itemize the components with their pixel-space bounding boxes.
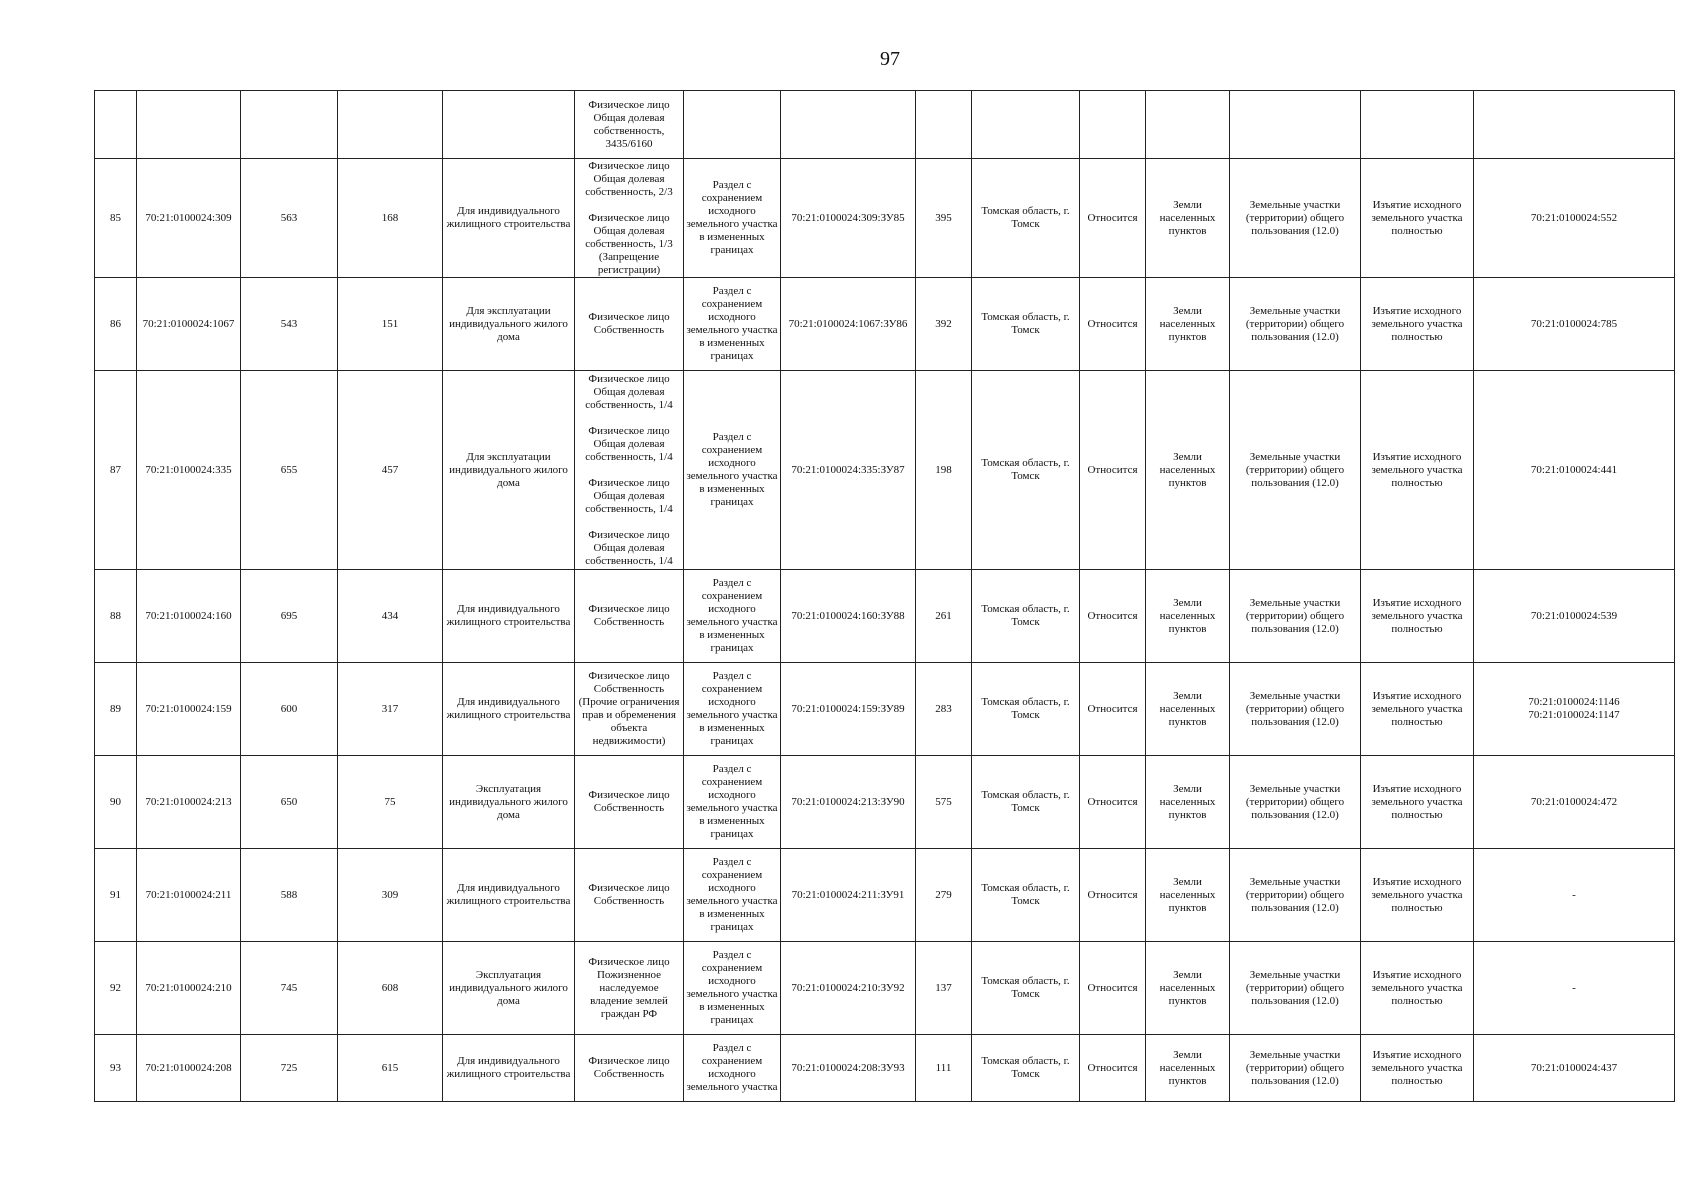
cell-cadastral: 70:21:0100024:159 — [137, 663, 241, 756]
page-number: 97 — [880, 48, 900, 70]
cell-category: Земли населенных пунктов — [1146, 159, 1230, 278]
cell-objects: - — [1474, 849, 1675, 942]
parcel-table — [94, 90, 1675, 1102]
cell-new-area: 137 — [916, 942, 972, 1035]
cell-right-holder: Физическое лицо Общая долевая собственность, 3435/6160 — [575, 91, 684, 159]
cell-method: Раздел с сохранением исходного земельного участка в измененных границах — [684, 278, 781, 371]
cell-method: Раздел с сохранением исходного земельного участка в измененных границах — [684, 663, 781, 756]
cell-right-holder: Физическое лицо Собственность — [575, 756, 684, 849]
cell-relation: Относится — [1080, 663, 1146, 756]
cell-num: 93 — [95, 1035, 137, 1102]
cell-category: Земли населенных пунктов — [1146, 756, 1230, 849]
cell-objects: 70:21:0100024:539 — [1474, 570, 1675, 663]
cell-action: Изъятие исходного земельного участка полностью — [1361, 1035, 1474, 1102]
cell-new-area: 392 — [916, 278, 972, 371]
cell-area-seized — [338, 91, 443, 159]
cell-category: Земли населенных пунктов — [1146, 1035, 1230, 1102]
cell-action: Изъятие исходного земельного участка полностью — [1361, 570, 1474, 663]
cell-num: 91 — [95, 849, 137, 942]
cell-num: 89 — [95, 663, 137, 756]
cell-permitted-use: Для эксплуатации индивидуального жилого дома — [443, 371, 575, 570]
cell-new-parcel: 70:21:0100024:159:ЗУ89 — [781, 663, 916, 756]
cell-area-seized: 309 — [338, 849, 443, 942]
cell-new-use: Земельные участки (территории) общего пользования (12.0) — [1230, 1035, 1361, 1102]
cell-relation: Относится — [1080, 278, 1146, 371]
cell-action: Изъятие исходного земельного участка полностью — [1361, 371, 1474, 570]
cell-address — [972, 91, 1080, 159]
cell-cadastral: 70:21:0100024:309 — [137, 159, 241, 278]
cell-area-seized: 608 — [338, 942, 443, 1035]
cell-permitted-use: Эксплуатация индивидуального жилого дома — [443, 756, 575, 849]
table-row-continuation — [95, 91, 1675, 159]
cell-right-holder: Физическое лицо Собственность — [575, 1035, 684, 1102]
cell-new-parcel: 70:21:0100024:213:ЗУ90 — [781, 756, 916, 849]
cell-new-area: 111 — [916, 1035, 972, 1102]
cell-address: Томская область, г. Томск — [972, 1035, 1080, 1102]
cell-objects: 70:21:0100024:785 — [1474, 278, 1675, 371]
cell-action: Изъятие исходного земельного участка полностью — [1361, 663, 1474, 756]
cell-num — [95, 91, 137, 159]
cell-new-area: 283 — [916, 663, 972, 756]
cell-permitted-use: Эксплуатация индивидуального жилого дома — [443, 942, 575, 1035]
cell-right-holder: Физическое лицо Пожизненное наследуемое владение землей граждан РФ — [575, 942, 684, 1035]
cell-new-area: 198 — [916, 371, 972, 570]
cell-cadastral: 70:21:0100024:160 — [137, 570, 241, 663]
cell-address: Томская область, г. Томск — [972, 278, 1080, 371]
table-row — [95, 570, 1675, 663]
cell-permitted-use: Для индивидуального жилищного строительства — [443, 159, 575, 278]
cell-permitted-use: Для эксплуатации индивидуального жилого дома — [443, 278, 575, 371]
cell-permitted-use: Для индивидуального жилищного строительства — [443, 1035, 575, 1102]
cell-new-parcel: 70:21:0100024:309:ЗУ85 — [781, 159, 916, 278]
cell-cadastral: 70:21:0100024:208 — [137, 1035, 241, 1102]
table-row — [95, 663, 1675, 756]
cell-new-parcel: 70:21:0100024:1067:ЗУ86 — [781, 278, 916, 371]
cell-relation: Относится — [1080, 570, 1146, 663]
cell-new-area: 575 — [916, 756, 972, 849]
cell-area-seized: 317 — [338, 663, 443, 756]
cell-method: Раздел с сохранением исходного земельного участка в измененных границах — [684, 756, 781, 849]
cell-new-use: Земельные участки (территории) общего пользования (12.0) — [1230, 849, 1361, 942]
cell-address: Томская область, г. Томск — [972, 756, 1080, 849]
cell-new-area — [916, 91, 972, 159]
cell-action: Изъятие исходного земельного участка полностью — [1361, 942, 1474, 1035]
cell-address: Томская область, г. Томск — [972, 663, 1080, 756]
cell-relation: Относится — [1080, 1035, 1146, 1102]
cell-area: 563 — [241, 159, 338, 278]
cell-area: 655 — [241, 371, 338, 570]
cell-area — [241, 91, 338, 159]
cell-area-seized: 434 — [338, 570, 443, 663]
cell-action: Изъятие исходного земельного участка полностью — [1361, 278, 1474, 371]
cell-area-seized: 615 — [338, 1035, 443, 1102]
cell-address: Томская область, г. Томск — [972, 849, 1080, 942]
cell-area-seized: 75 — [338, 756, 443, 849]
table-row — [95, 1035, 1675, 1102]
cell-objects: - — [1474, 942, 1675, 1035]
table-row — [95, 371, 1675, 570]
cell-relation: Относится — [1080, 371, 1146, 570]
cell-category: Земли населенных пунктов — [1146, 371, 1230, 570]
cell-category: Земли населенных пунктов — [1146, 663, 1230, 756]
cell-category: Земли населенных пунктов — [1146, 849, 1230, 942]
cell-new-use: Земельные участки (территории) общего пользования (12.0) — [1230, 278, 1361, 371]
cell-area: 588 — [241, 849, 338, 942]
cell-num: 85 — [95, 159, 137, 278]
cell-right-holder: Физическое лицо Собственность — [575, 278, 684, 371]
table-row — [95, 849, 1675, 942]
cell-area: 745 — [241, 942, 338, 1035]
cell-permitted-use: Для индивидуального жилищного строительства — [443, 570, 575, 663]
cell-new-parcel: 70:21:0100024:208:ЗУ93 — [781, 1035, 916, 1102]
cell-method: Раздел с сохранением исходного земельного участка — [684, 1035, 781, 1102]
cell-relation: Относится — [1080, 159, 1146, 278]
cell-cadastral: 70:21:0100024:1067 — [137, 278, 241, 371]
cell-cadastral — [137, 91, 241, 159]
cell-right-holder: Физическое лицо Общая долевая собственность, 2/3 Физическое лицо Общая долевая собственность, 1/3 (Запрещение регистрации) — [575, 159, 684, 278]
cell-cadastral: 70:21:0100024:211 — [137, 849, 241, 942]
cell-num: 87 — [95, 371, 137, 570]
cell-new-parcel: 70:21:0100024:211:ЗУ91 — [781, 849, 916, 942]
table-row — [95, 942, 1675, 1035]
cell-relation: Относится — [1080, 942, 1146, 1035]
cell-permitted-use: Для индивидуального жилищного строительства — [443, 663, 575, 756]
cell-objects: 70:21:0100024:552 — [1474, 159, 1675, 278]
cell-new-use: Земельные участки (территории) общего пользования (12.0) — [1230, 570, 1361, 663]
cell-address: Томская область, г. Томск — [972, 371, 1080, 570]
cell-new-use: Земельные участки (территории) общего пользования (12.0) — [1230, 756, 1361, 849]
cell-method — [684, 91, 781, 159]
cell-new-use: Земельные участки (территории) общего пользования (12.0) — [1230, 942, 1361, 1035]
cell-new-area: 395 — [916, 159, 972, 278]
cell-method: Раздел с сохранением исходного земельного участка в измененных границах — [684, 371, 781, 570]
cell-method: Раздел с сохранением исходного земельного участка в измененных границах — [684, 942, 781, 1035]
cell-right-holder: Физическое лицо Собственность — [575, 849, 684, 942]
cell-area-seized: 168 — [338, 159, 443, 278]
cell-area-seized: 151 — [338, 278, 443, 371]
cell-category: Земли населенных пунктов — [1146, 942, 1230, 1035]
cell-address: Томская область, г. Томск — [972, 942, 1080, 1035]
cell-category — [1146, 91, 1230, 159]
cell-right-holder: Физическое лицо Собственность (Прочие ограничения прав и обременения объекта недвижимости) — [575, 663, 684, 756]
cell-num: 90 — [95, 756, 137, 849]
cell-objects — [1474, 91, 1675, 159]
cell-action — [1361, 91, 1474, 159]
cell-area: 650 — [241, 756, 338, 849]
cell-action: Изъятие исходного земельного участка полностью — [1361, 159, 1474, 278]
cell-new-use: Земельные участки (территории) общего пользования (12.0) — [1230, 159, 1361, 278]
cell-objects: 70:21:0100024:1146 70:21:0100024:1147 — [1474, 663, 1675, 756]
table-row — [95, 159, 1675, 278]
cell-permitted-use: Для индивидуального жилищного строительства — [443, 849, 575, 942]
cell-relation: Относится — [1080, 849, 1146, 942]
cell-address: Томская область, г. Томск — [972, 159, 1080, 278]
cell-area: 543 — [241, 278, 338, 371]
cell-new-use: Земельные участки (территории) общего пользования (12.0) — [1230, 371, 1361, 570]
cell-right-holder: Физическое лицо Общая долевая собственность, 1/4 Физическое лицо Общая долевая собственность, 1/4 Физическое лицо Общая долевая собственность, 1/4 Физическое лицо Общая долевая собственность, 1/4 — [575, 371, 684, 570]
cell-area: 725 — [241, 1035, 338, 1102]
cell-new-use: Земельные участки (территории) общего пользования (12.0) — [1230, 663, 1361, 756]
cell-objects: 70:21:0100024:441 — [1474, 371, 1675, 570]
cell-category: Земли населенных пунктов — [1146, 278, 1230, 371]
cell-method: Раздел с сохранением исходного земельного участка в измененных границах — [684, 849, 781, 942]
cell-new-area: 261 — [916, 570, 972, 663]
cell-cadastral: 70:21:0100024:210 — [137, 942, 241, 1035]
cell-area: 695 — [241, 570, 338, 663]
cell-action: Изъятие исходного земельного участка полностью — [1361, 849, 1474, 942]
cell-relation — [1080, 91, 1146, 159]
cell-category: Земли населенных пунктов — [1146, 570, 1230, 663]
table-row — [95, 756, 1675, 849]
cell-area-seized: 457 — [338, 371, 443, 570]
table-row — [95, 278, 1675, 371]
cell-num: 92 — [95, 942, 137, 1035]
cell-num: 88 — [95, 570, 137, 663]
cell-objects: 70:21:0100024:472 — [1474, 756, 1675, 849]
cell-new-parcel: 70:21:0100024:160:ЗУ88 — [781, 570, 916, 663]
cell-objects: 70:21:0100024:437 — [1474, 1035, 1675, 1102]
cell-new-use — [1230, 91, 1361, 159]
cell-address: Томская область, г. Томск — [972, 570, 1080, 663]
cell-method: Раздел с сохранением исходного земельного участка в измененных границах — [684, 159, 781, 278]
cell-new-parcel — [781, 91, 916, 159]
cell-new-parcel: 70:21:0100024:335:ЗУ87 — [781, 371, 916, 570]
cell-method: Раздел с сохранением исходного земельного участка в измененных границах — [684, 570, 781, 663]
cell-cadastral: 70:21:0100024:213 — [137, 756, 241, 849]
cell-num: 86 — [95, 278, 137, 371]
cell-new-parcel: 70:21:0100024:210:ЗУ92 — [781, 942, 916, 1035]
cell-right-holder: Физическое лицо Собственность — [575, 570, 684, 663]
cell-cadastral: 70:21:0100024:335 — [137, 371, 241, 570]
cell-relation: Относится — [1080, 756, 1146, 849]
cell-action: Изъятие исходного земельного участка полностью — [1361, 756, 1474, 849]
cell-area: 600 — [241, 663, 338, 756]
cell-new-area: 279 — [916, 849, 972, 942]
cell-permitted-use — [443, 91, 575, 159]
